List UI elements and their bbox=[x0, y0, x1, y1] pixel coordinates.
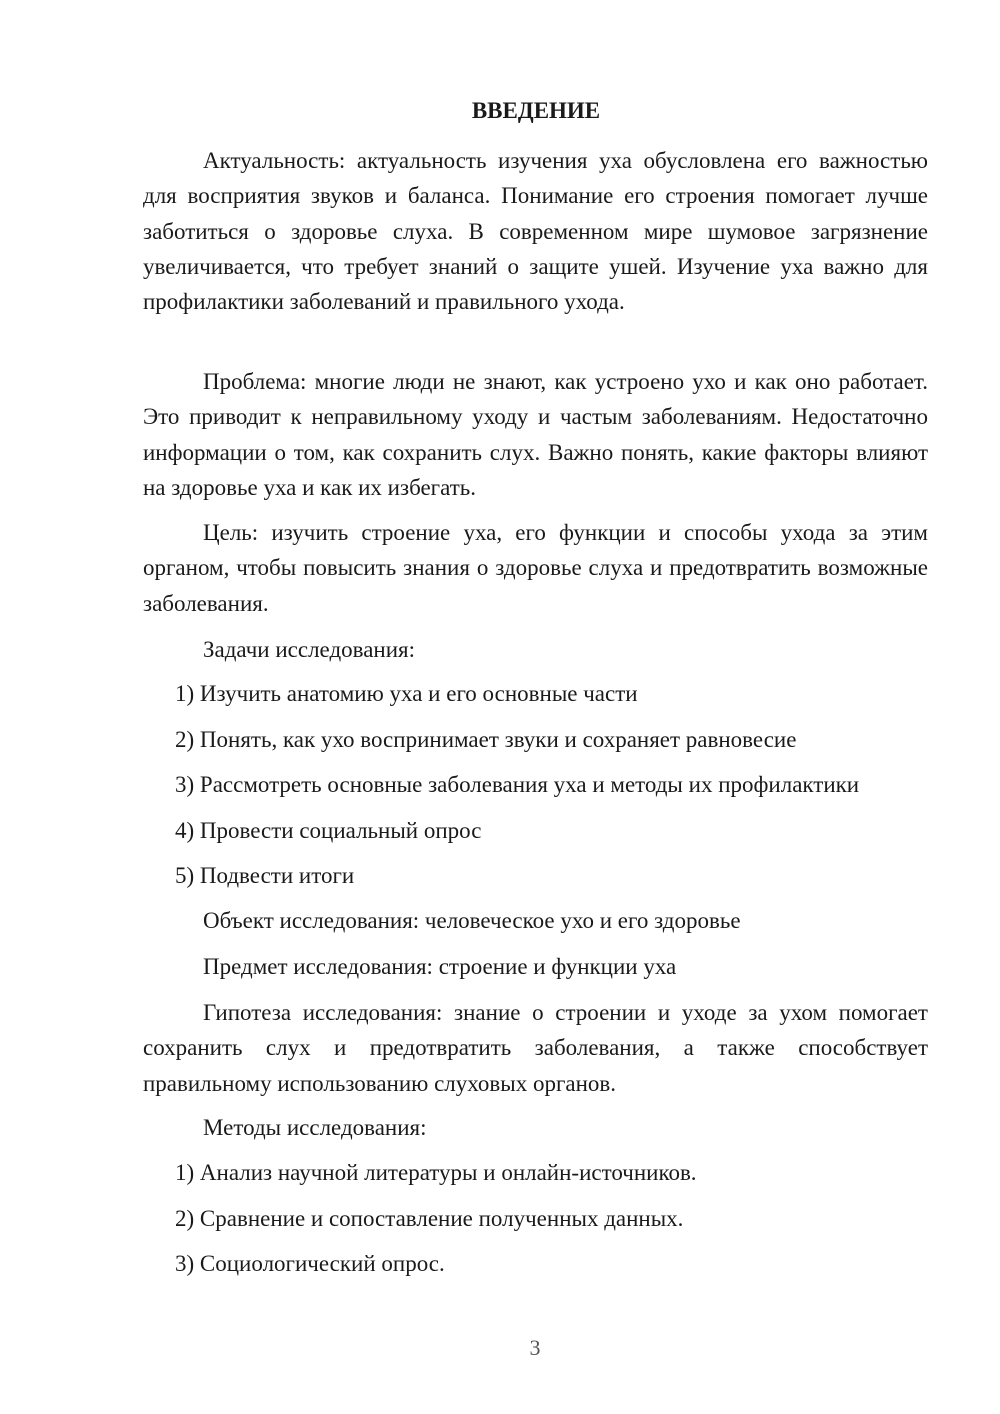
goal-paragraph: Цель: изучить строение уха, его функции и способы ухода за этим органом, чтобы повысить знания о здоровье слуха и предотвратить возможные заболевания. bbox=[143, 520, 928, 616]
problem-paragraph: Проблема: многие люди не знают, как устроено ухо и как оно работает. Это приводит к неправильному уходу и частым заболеваниям. Недостаточно информации о том, как сохранить слух. Важно понять, какие факторы влияют на здоровье уха и как их избегать. bbox=[143, 369, 928, 500]
list-item: 1) Анализ научной литературы и онлайн-источников. bbox=[175, 1160, 697, 1185]
list-item: 2) Сравнение и сопоставление полученных данных. bbox=[175, 1206, 684, 1231]
object-line: Объект исследования: человеческое ухо и его здоровье bbox=[203, 908, 741, 933]
page-title: ВВЕДЕНИЕ bbox=[471, 98, 601, 123]
list-item: 5) Подвести итоги bbox=[175, 863, 355, 888]
list-item: 3) Социологический опрос. bbox=[175, 1251, 445, 1276]
list-item: 4) Провести социальный опрос bbox=[175, 818, 482, 843]
tasks-heading: Задачи исследования: bbox=[203, 637, 416, 662]
actuality-paragraph: Актуальность: актуальность изучения уха обусловлена его важностью для восприятия звуков и баланса. Понимание его строения помогает лучше заботиться о здоровье слуха. В современном мире шумовое загрязнение увеличивается, что требует знаний о защите ушей. Изучение уха важно для профилактики заболеваний и правильного ухода. bbox=[143, 148, 928, 315]
methods-heading: Методы исследования: bbox=[203, 1115, 427, 1140]
list-item: 1) Изучить анатомию уха и его основные части bbox=[175, 681, 638, 706]
hypothesis-paragraph: Гипотеза исследования: знание о строении и уходе за ухом помогает сохранить слух и предотвратить заболевания, а также способствует правильному использованию слуховых органов. bbox=[143, 1000, 928, 1096]
subject-line: Предмет исследования: строение и функции уха bbox=[203, 954, 677, 979]
page-number: 3 bbox=[529, 1335, 541, 1360]
list-item: 2) Понять, как ухо воспринимает звуки и сохраняет равновесие bbox=[175, 727, 797, 752]
list-item: 3) Рассмотреть основные заболевания уха и методы их профилактики bbox=[175, 772, 860, 797]
